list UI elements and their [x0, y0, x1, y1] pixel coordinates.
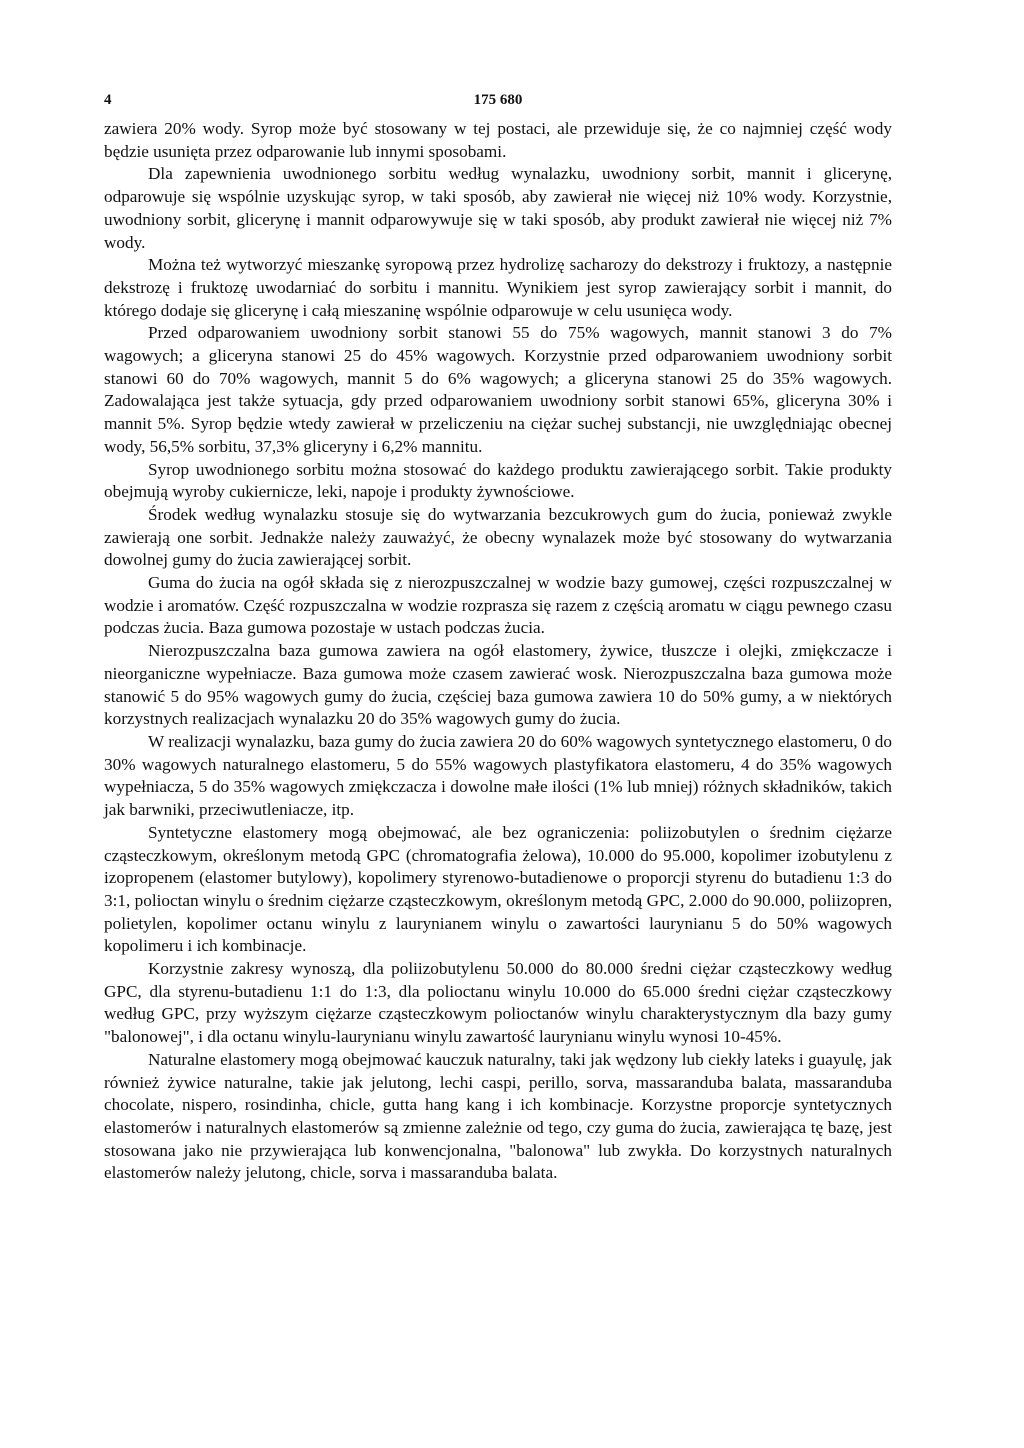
paragraph: Można też wytworzyć mieszankę syropową przez hydrolizę sacharozy do dekstrozy i fruktozy, a następnie dekstrozę i fruktozę uwodarniać do sorbitu i mannitu. Wynikiem jest syrop zawierający sorbit i mannit, do którego dodaje się glicerynę i całą mieszaninę wspólnie odparowuje w celu usunięca wody. [104, 255, 892, 320]
paragraph: W realizacji wynalazku, baza gumy do żucia zawiera 20 do 60% wagowych syntetycznego elastomeru, 0 do 30% wagowych naturalnego elastomeru, 5 do 55% wagowych plastyfikatora elastomeru, 4 do 35% wagowych wypełniacza, 5 do 35% wagowych zmiękczacza i dowolne małe ilości (1% lub mniej) różnych składników, takich jak barwniki, przeciwutleniacze, itp. [104, 731, 892, 820]
page-number: 4 [104, 92, 112, 108]
paragraph: Przed odparowaniem uwodniony sorbit stanowi 55 do 75% wagowych, mannit stanowi 3 do 7% wagowych; a gliceryna stanowi 25 do 45% wagowych. Korzystnie przed odparowaniem uwodniony sorbit stanowi 60 do 70% wagowych, mannit 5 do 6% wagowych; a gliceryna stanowi 25 do 35% wagowych. Zadowalająca jest także sytuacja, gdy przed odparowaniem uwodniony sorbit stanowi 65%, gliceryna 30% i mannit 5%. Syrop będzie wtedy zawierał w przeliczeniu na ciężar suchej substancji, nie uwzględniając obecnej wody, 56,5% sorbitu, 37,3% gliceryny i 6,2% mannitu. [104, 323, 892, 456]
body-text [104, 118, 892, 1185]
paragraph: zawiera 20% wody. Syrop może być stosowany w tej postaci, ale przewiduje się, że co najmniej część wody będzie usunięta przez odparowanie lub innymi sposobami. [104, 119, 892, 161]
paragraph: Środek według wynalazku stosuje się do wytwarzania bezcukrowych gum do żucia, ponieważ zwykle zawierają one sorbit. Jednakże należy zauważyć, że obecny wynalazek może być stosowany do wytwarzania dowolnej gumy do żucia zawierającej sorbit. [104, 504, 892, 570]
document-number: 175 680 [473, 92, 523, 108]
paragraph: Syntetyczne elastomery mogą obejmować, ale bez ograniczenia: poliizobutylen o średnim ciężarze cząsteczkowym, określonym metodą GPC (chromatografia żelowa), 10.000 do 95.000, kopolimer izobutylenu z izopropenem (elastomer butylowy), kopolimery styrenowo-butadienowe o proporcji styrenu do butadienu 1:3 do 3:1, polioctan winylu o średnim ciężarze cząsteczkowym, określonym metodą GPC, 2.000 do 90.000, poliizopren, polietylen, kopolimer octanu winylu z laurynianem winylu o zawartości laurynianu 5 do 50% wagowych kopolimeru i ich kombinacje. [104, 822, 892, 956]
paragraph: Dla zapewnienia uwodnionego sorbitu według wynalazku, uwodniony sorbit, mannit i glicerynę, odparowuje się wspólnie uzyskując syrop, w taki sposób, aby zawierał nie więcej niż 10% wody. Korzystnie, uwodniony sorbit, glicerynę i mannit odparowywuje się w taki sposób, aby produkt zawierał nie więcej niż 7% wody. [104, 164, 892, 252]
paragraph: Nierozpuszczalna baza gumowa zawiera na ogół elastomery, żywice, tłuszcze i olejki, zmiękczacze i nieorganiczne wypełniacze. Baza gumowa może czasem zawierać wosk. Nierozpuszczalna baza gumowa może stanowić 5 do 95% wagowych gumy do żucia, częściej baza gumowa zawiera 10 do 50% gumy, a w niektórych korzystnych realizacjach wynalazku 20 do 35% wagowych gumy do żucia. [104, 641, 892, 729]
paragraph: Guma do żucia na ogół składa się z nierozpuszczalnej w wodzie bazy gumowej, części rozpuszczalnej w wodzie i aromatów. Część rozpuszczalna w wodzie rozprasza się razem z częścią aromatu w ciągu pewnego czasu podczas żucia. Baza gumowa pozostaje w ustach podczas żucia. [104, 573, 892, 638]
paragraph: Syrop uwodnionego sorbitu można stosować do każdego produktu zawierającego sorbit. Takie produkty obejmują wyroby cukiernicze, leki, napoje i produkty żywnościowe. [104, 459, 892, 502]
document-page [104, 92, 892, 1185]
paragraph: Korzystnie zakresy wynoszą, dla poliizobutylenu 50.000 do 80.000 średni ciężar cząsteczkowy według GPC, dla styrenu-butadienu 1:1 do 1:3, dla polioctanu winylu 10.000 do 65.000 średni ciężar cząsteczkowy według GPC, przy wyższym ciężarze cząsteczkowym polioctanów winylu charakterystycznym dla bazy gumy "balonowej", i dla octanu winylu-laurynianu winylu zawartość laurynianu winylu wynosi 10-45%. [104, 959, 892, 1047]
paragraph: Naturalne elastomery mogą obejmować kauczuk naturalny, taki jak wędzony lub ciekły lateks i guayulę, jak również żywice naturalne, takie jak jelutong, lechi caspi, perillo, sorva, massaranduba balata, massaranduba chocolate, nispero, rosindinha, chicle, gutta hang kang i ich kombinacje. Korzystne proporcje syntetycznych elastomerów i naturalnych elastomerów są zmienne zależnie od tego, czy guma do żucia, zawierająca tę bazę, jest stosowana jako nie przywierająca lub konwencjonalna, "balonowa" lub zwykła. Do korzystnych naturalnych elastomerów należy jelutong, chicle, sorva i massaranduba balata. [104, 1049, 892, 1183]
page-header [104, 92, 892, 118]
